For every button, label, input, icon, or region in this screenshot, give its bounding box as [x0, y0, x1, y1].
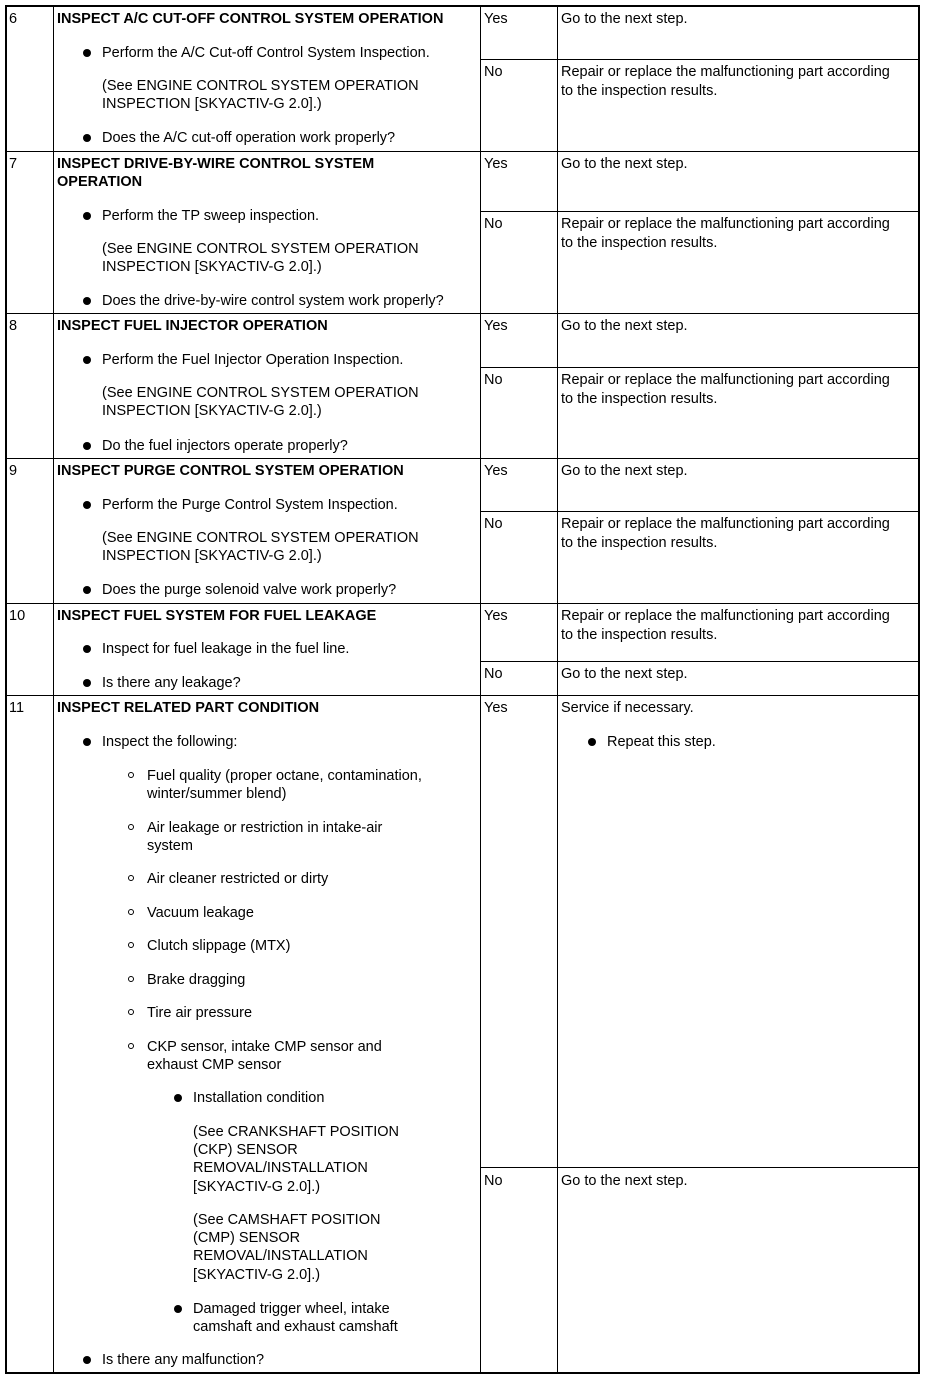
circle-bullet-icon — [128, 942, 134, 948]
reference-text: (See ENGINE CONTROL SYSTEM OPERATION — [102, 530, 419, 546]
step-title: INSPECT FUEL INJECTOR OPERATION — [57, 318, 328, 334]
step-number: 6 — [9, 11, 18, 27]
yes-label: Yes — [484, 156, 508, 172]
no-result: Go to the next step. — [561, 1173, 688, 1189]
yes-result: Service if necessary. — [561, 700, 694, 716]
bullet-icon — [83, 501, 91, 509]
check-item: winter/summer blend) — [147, 786, 287, 802]
circle-bullet-icon — [128, 909, 134, 915]
question-text: Does the drive-by-wire control system work properly? — [102, 293, 444, 309]
bullet-icon — [83, 586, 91, 594]
no-label: No — [484, 1173, 503, 1189]
step-number: 8 — [9, 318, 18, 334]
bullet-icon — [83, 1356, 91, 1364]
yes-no-divider — [480, 661, 919, 662]
step-title: INSPECT A/C CUT-OFF CONTROL SYSTEM OPERATION — [57, 11, 444, 27]
yes-result: Go to the next step. — [561, 156, 688, 172]
check-item: CKP sensor, intake CMP sensor and — [147, 1039, 382, 1055]
sub-item: camshaft and exhaust camshaft — [193, 1319, 398, 1335]
yes-label: Yes — [484, 463, 508, 479]
reference-text: (CMP) SENSOR — [193, 1230, 301, 1246]
reference-text: (See CRANKSHAFT POSITION — [193, 1124, 399, 1140]
check-item: system — [147, 838, 193, 854]
row-divider — [6, 458, 919, 459]
bullet-icon — [83, 356, 91, 364]
circle-bullet-icon — [128, 1009, 134, 1015]
circle-bullet-icon — [128, 875, 134, 881]
step-title: INSPECT PURGE CONTROL SYSTEM OPERATION — [57, 463, 404, 479]
no-result: to the inspection results. — [561, 83, 718, 99]
reference-text: (See ENGINE CONTROL SYSTEM OPERATION — [102, 78, 419, 94]
bullet-icon — [174, 1094, 182, 1102]
reference-text: (See CAMSHAFT POSITION — [193, 1212, 381, 1228]
bullet-icon — [174, 1305, 182, 1313]
action-text: Perform the Fuel Injector Operation Inspection. — [102, 352, 404, 368]
bullet-icon — [83, 134, 91, 142]
circle-bullet-icon — [128, 824, 134, 830]
no-result: Go to the next step. — [561, 666, 688, 682]
reference-text: INSPECTION [SKYACTIV-G 2.0].) — [102, 259, 322, 275]
yes-result: Go to the next step. — [561, 463, 688, 479]
question-text: Does the A/C cut-off operation work properly? — [102, 130, 396, 146]
question-text: Do the fuel injectors operate properly? — [102, 438, 348, 454]
circle-bullet-icon — [128, 772, 134, 778]
no-result: Repair or replace the malfunctioning part according — [561, 372, 890, 388]
step-number: 11 — [9, 700, 25, 716]
yes-sub-result: Repeat this step. — [607, 734, 716, 750]
reference-text: REMOVAL/INSTALLATION — [193, 1248, 368, 1264]
row-divider — [6, 695, 919, 696]
step-title: INSPECT FUEL SYSTEM FOR FUEL LEAKAGE — [57, 608, 377, 624]
check-item: Brake dragging — [147, 972, 246, 988]
no-result: to the inspection results. — [561, 391, 718, 407]
yes-no-divider — [480, 1167, 919, 1168]
row-divider — [6, 603, 919, 604]
bullet-icon — [83, 442, 91, 450]
action-text: Perform the TP sweep inspection. — [102, 208, 320, 224]
action-text: Inspect for fuel leakage in the fuel line. — [102, 641, 350, 657]
step-title: INSPECT DRIVE-BY-WIRE CONTROL SYSTEM — [57, 156, 375, 172]
no-label: No — [484, 666, 503, 682]
step-title: OPERATION — [57, 174, 143, 190]
no-label: No — [484, 64, 503, 80]
yes-result: to the inspection results. — [561, 627, 718, 643]
sub-item: Damaged trigger wheel, intake — [193, 1301, 390, 1317]
question-text: Is there any leakage? — [102, 675, 241, 691]
yes-label: Yes — [484, 11, 508, 27]
check-item: exhaust CMP sensor — [147, 1057, 282, 1073]
bullet-icon — [83, 49, 91, 57]
bullet-icon — [83, 297, 91, 305]
step-number: 7 — [9, 156, 18, 172]
yes-no-divider — [480, 211, 919, 212]
reference-text: [SKYACTIV-G 2.0].) — [193, 1267, 321, 1283]
no-result: Repair or replace the malfunctioning part according — [561, 64, 890, 80]
yes-no-divider — [480, 59, 919, 60]
check-item: Fuel quality (proper octane, contamination, — [147, 768, 422, 784]
row-divider — [6, 151, 919, 152]
no-result: to the inspection results. — [561, 535, 718, 551]
yes-result: Go to the next step. — [561, 318, 688, 334]
reference-text: (CKP) SENSOR — [193, 1142, 298, 1158]
yes-no-divider — [480, 511, 919, 512]
action-text: Inspect the following: — [102, 734, 238, 750]
yes-result: Repair or replace the malfunctioning part according — [561, 608, 890, 624]
step-number: 10 — [9, 608, 26, 624]
bullet-icon — [83, 679, 91, 687]
circle-bullet-icon — [128, 976, 134, 982]
check-item: Tire air pressure — [147, 1005, 253, 1021]
no-result: to the inspection results. — [561, 235, 718, 251]
check-item: Air cleaner restricted or dirty — [147, 871, 329, 887]
reference-text: INSPECTION [SKYACTIV-G 2.0].) — [102, 403, 322, 419]
check-item: Vacuum leakage — [147, 905, 254, 921]
action-text: Perform the A/C Cut-off Control System Inspection. — [102, 45, 430, 61]
column-divider — [53, 6, 54, 1373]
reference-text: (See ENGINE CONTROL SYSTEM OPERATION — [102, 241, 419, 257]
reference-text: INSPECTION [SKYACTIV-G 2.0].) — [102, 96, 322, 112]
yes-result: Go to the next step. — [561, 11, 688, 27]
check-item: Air leakage or restriction in intake-air — [147, 820, 383, 836]
question-text: Is there any malfunction? — [102, 1352, 265, 1368]
step-title: INSPECT RELATED PART CONDITION — [57, 700, 320, 716]
reference-text: (See ENGINE CONTROL SYSTEM OPERATION — [102, 385, 419, 401]
row-divider — [6, 313, 919, 314]
bullet-icon — [588, 738, 596, 746]
no-label: No — [484, 372, 503, 388]
action-text: Perform the Purge Control System Inspection. — [102, 497, 398, 513]
question-text: Does the purge solenoid valve work properly? — [102, 582, 397, 598]
no-label: No — [484, 216, 503, 232]
bullet-icon — [83, 212, 91, 220]
no-result: Repair or replace the malfunctioning part according — [561, 516, 890, 532]
reference-text: REMOVAL/INSTALLATION — [193, 1160, 368, 1176]
check-item: Clutch slippage (MTX) — [147, 938, 291, 954]
yes-no-divider — [480, 367, 919, 368]
yes-label: Yes — [484, 318, 508, 334]
no-result: Repair or replace the malfunctioning part according — [561, 216, 890, 232]
reference-text: INSPECTION [SKYACTIV-G 2.0].) — [102, 548, 322, 564]
yes-label: Yes — [484, 608, 508, 624]
no-label: No — [484, 516, 503, 532]
reference-text: [SKYACTIV-G 2.0].) — [193, 1179, 321, 1195]
yes-label: Yes — [484, 700, 508, 716]
sub-item: Installation condition — [193, 1090, 325, 1106]
bullet-icon — [83, 738, 91, 746]
circle-bullet-icon — [128, 1043, 134, 1049]
step-number: 9 — [9, 463, 18, 479]
bullet-icon — [83, 645, 91, 653]
